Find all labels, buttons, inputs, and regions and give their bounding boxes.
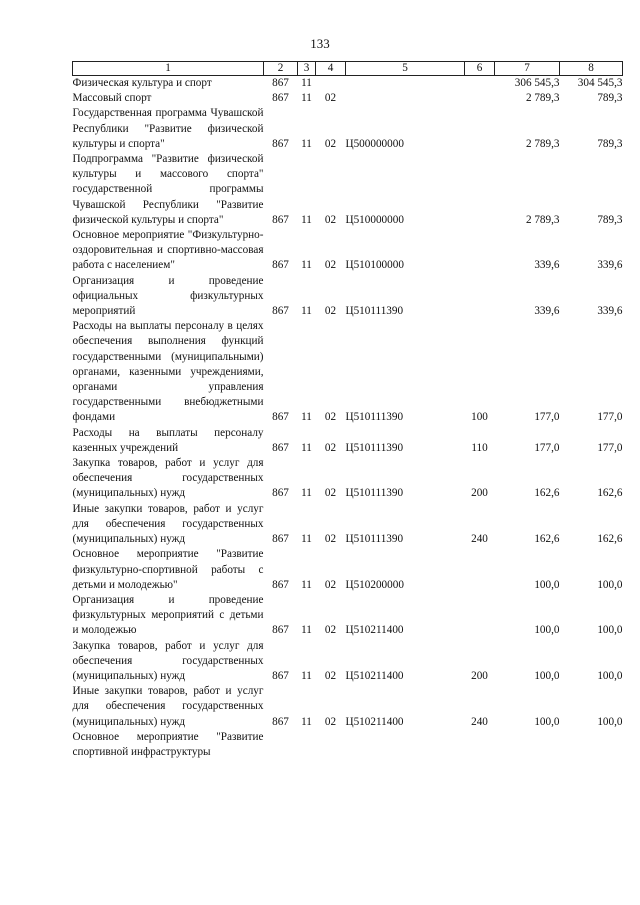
row-section: 11 xyxy=(301,578,312,591)
row-amount-1: 2 789,3 xyxy=(525,92,560,105)
table-row xyxy=(73,547,623,593)
row-admin-code: 867 xyxy=(272,441,289,454)
table-body xyxy=(73,76,623,761)
row-target-article: Ц510111390 xyxy=(345,305,404,318)
table-header xyxy=(73,62,623,76)
row-subsection: 02 xyxy=(324,137,337,150)
header-col-5: 5 xyxy=(346,62,465,76)
row-amount-1: 177,0 xyxy=(534,441,560,454)
row-amount-2: 162,6 xyxy=(597,533,623,546)
row-amount-1: 100,0 xyxy=(534,624,560,637)
table-row xyxy=(73,639,623,685)
row-section: 11 xyxy=(301,533,312,546)
row-amount-2: 100,0 xyxy=(597,715,623,728)
row-expense-type xyxy=(465,228,495,274)
table-row xyxy=(73,152,623,228)
row-subsection: 02 xyxy=(324,92,337,105)
row-amount-2: 339,6 xyxy=(597,305,623,318)
page-number: 133 xyxy=(310,36,330,51)
row-name: Организация и проведение официальных физкультурных мероприятий xyxy=(72,274,264,318)
row-name: Массовый спорт xyxy=(72,92,152,105)
row-amount-2: 177,0 xyxy=(597,411,623,424)
row-section: 11 xyxy=(301,305,312,318)
header-col-3: 3 xyxy=(298,62,316,76)
row-target-article: Ц510211400 xyxy=(345,715,404,728)
row-subsection: 02 xyxy=(324,578,337,591)
row-amount-2: 789,3 xyxy=(597,213,623,226)
row-amount-2: 100,0 xyxy=(597,624,623,637)
row-section xyxy=(298,730,316,760)
row-target-article: Ц510211400 xyxy=(345,669,404,682)
table-row xyxy=(73,730,623,760)
row-admin-code: 867 xyxy=(272,259,289,272)
table-row xyxy=(73,228,623,274)
row-expense-type xyxy=(465,730,495,760)
row-section: 11 xyxy=(301,669,312,682)
row-admin-code: 867 xyxy=(272,92,289,105)
table-row xyxy=(73,91,623,106)
table-row xyxy=(73,319,623,425)
row-amount-1: 306 545,3 xyxy=(514,77,560,89)
row-subsection xyxy=(316,730,346,760)
row-amount-2: 339,6 xyxy=(597,259,623,272)
header-row xyxy=(73,62,623,76)
row-amount-2: 177,0 xyxy=(597,441,623,454)
row-section: 11 xyxy=(301,715,312,728)
row-expense-type xyxy=(465,91,495,106)
row-subsection: 02 xyxy=(324,305,337,318)
row-amount-1: 339,6 xyxy=(534,259,560,272)
row-admin-code: 867 xyxy=(272,305,289,318)
row-amount-2: 789,3 xyxy=(597,92,623,105)
row-name: Иные закупки товаров, работ и услуг для обеспечения государственных (муниципальных) нужд xyxy=(72,685,264,728)
row-target-article: Ц510111390 xyxy=(345,487,404,500)
row-amount-1: 100,0 xyxy=(534,715,560,728)
row-target-article: Ц510111390 xyxy=(345,533,404,546)
row-section: 11 xyxy=(301,411,312,424)
table-row xyxy=(73,76,623,92)
row-name: Закупка товаров, работ и услуг для обеспечения государственных (муниципальных) нужд xyxy=(72,639,264,682)
row-target-article: Ц510111390 xyxy=(345,441,404,454)
row-subsection: 02 xyxy=(324,533,337,546)
row-target-article xyxy=(346,91,465,106)
row-section: 11 xyxy=(301,92,312,105)
row-section: 11 xyxy=(301,137,312,150)
row-subsection: 02 xyxy=(324,259,337,272)
row-subsection: 02 xyxy=(324,213,337,226)
row-amount-2: 100,0 xyxy=(597,578,623,591)
row-admin-code: 867 xyxy=(272,624,289,637)
row-expense-type xyxy=(465,76,495,92)
row-admin-code: 867 xyxy=(272,213,289,226)
row-amount-1: 100,0 xyxy=(534,669,560,682)
row-name: Основное мероприятие "Физкультурно-оздоровительная и спортивно-массовая работа с населением" xyxy=(72,229,264,272)
row-name: Основное мероприятие "Развитие спортивной инфраструктуры xyxy=(72,730,264,758)
table-row xyxy=(73,274,623,320)
row-subsection: 02 xyxy=(324,669,337,682)
table-row xyxy=(73,456,623,502)
row-section: 11 xyxy=(301,259,312,272)
header-col-6: 6 xyxy=(465,62,495,76)
row-admin-code: 867 xyxy=(272,137,289,150)
row-admin-code: 867 xyxy=(272,715,289,728)
row-section: 11 xyxy=(301,213,312,226)
row-amount-1: 2 789,3 xyxy=(525,213,560,226)
row-admin-code: 867 xyxy=(272,669,289,682)
row-expense-type: 240 xyxy=(471,533,488,546)
row-amount-1 xyxy=(495,730,560,760)
header-col-7: 7 xyxy=(495,62,560,76)
row-expense-type xyxy=(465,274,495,320)
row-section: 11 xyxy=(301,441,312,454)
row-target-article: Ц500000000 xyxy=(345,137,404,150)
table-row xyxy=(73,426,623,456)
header-col-2: 2 xyxy=(264,62,298,76)
row-name: Расходы на выплаты персоналу казенных учреждений xyxy=(72,426,264,454)
row-target-article: Ц510111390 xyxy=(345,411,404,424)
row-admin-code: 867 xyxy=(272,578,289,591)
row-subsection: 02 xyxy=(324,715,337,728)
row-amount-1: 162,6 xyxy=(534,487,560,500)
row-amount-2 xyxy=(560,730,623,760)
row-amount-1: 339,6 xyxy=(534,305,560,318)
row-expense-type xyxy=(465,106,495,152)
row-name: Государственная программа Чувашской Республики "Развитие физической культуры и спорта" xyxy=(72,107,264,150)
row-amount-2: 304 545,3 xyxy=(577,77,623,89)
row-admin-code xyxy=(264,730,298,760)
row-subsection: 02 xyxy=(324,411,337,424)
table-row xyxy=(73,502,623,548)
row-name: Расходы на выплаты персоналу в целях обеспечения выполнения функций государственными (муниципальными) органами, казенными учреждениями, органами управления государственными внебюджетными фондами xyxy=(72,320,264,424)
row-expense-type: 200 xyxy=(471,487,488,500)
row-admin-code: 867 xyxy=(272,533,289,546)
row-expense-type xyxy=(465,152,495,228)
row-section: 11 xyxy=(301,77,312,89)
row-expense-type: 100 xyxy=(471,411,488,424)
row-name: Закупка товаров, работ и услуг для обеспечения государственных (муниципальных) нужд xyxy=(72,457,264,500)
row-expense-type: 200 xyxy=(471,669,488,682)
row-expense-type xyxy=(465,547,495,593)
row-target-article: Ц510211400 xyxy=(345,624,404,637)
row-expense-type xyxy=(465,593,495,639)
row-target-article: Ц510200000 xyxy=(345,578,404,591)
row-admin-code: 867 xyxy=(272,77,289,89)
row-name: Иные закупки товаров, работ и услуг для обеспечения государственных (муниципальных) нужд xyxy=(72,502,264,546)
row-subsection xyxy=(316,76,346,92)
table-row xyxy=(73,684,623,730)
row-target-article: Ц510100000 xyxy=(345,259,404,272)
row-target-article xyxy=(346,730,465,760)
row-subsection: 02 xyxy=(324,624,337,637)
row-admin-code: 867 xyxy=(272,487,289,500)
header-col-8: 8 xyxy=(560,62,623,76)
row-amount-1: 100,0 xyxy=(534,578,560,591)
header-col-4: 4 xyxy=(316,62,346,76)
budget-table xyxy=(72,61,623,760)
row-target-article xyxy=(346,76,465,92)
row-amount-1: 2 789,3 xyxy=(525,137,560,150)
row-section: 11 xyxy=(301,487,312,500)
row-target-article: Ц510000000 xyxy=(345,213,404,226)
row-subsection: 02 xyxy=(324,441,337,454)
row-name: Подпрограмма "Развитие физической культуры и массового спорта" государственной программы Чувашской Республики "Развитие физической культуры и спорта" xyxy=(72,153,264,226)
row-amount-2: 789,3 xyxy=(597,137,623,150)
header-col-1: 1 xyxy=(73,62,264,76)
row-amount-1: 177,0 xyxy=(534,411,560,424)
row-admin-code: 867 xyxy=(272,411,289,424)
row-expense-type: 240 xyxy=(471,715,488,728)
row-name: Основное мероприятие "Развитие физкультурно-спортивной работы с детьми и молодежью" xyxy=(72,548,264,591)
row-section: 11 xyxy=(301,624,312,637)
row-amount-2: 162,6 xyxy=(597,487,623,500)
table-row xyxy=(73,106,623,152)
row-amount-2: 100,0 xyxy=(597,669,623,682)
row-name: Организация и проведение физкультурных мероприятий с детьми и молодежью xyxy=(72,593,264,637)
row-subsection: 02 xyxy=(324,487,337,500)
table-row xyxy=(73,593,623,639)
row-name: Физическая культура и спорт xyxy=(72,77,212,89)
row-amount-1: 162,6 xyxy=(534,533,560,546)
row-expense-type: 110 xyxy=(471,441,488,454)
